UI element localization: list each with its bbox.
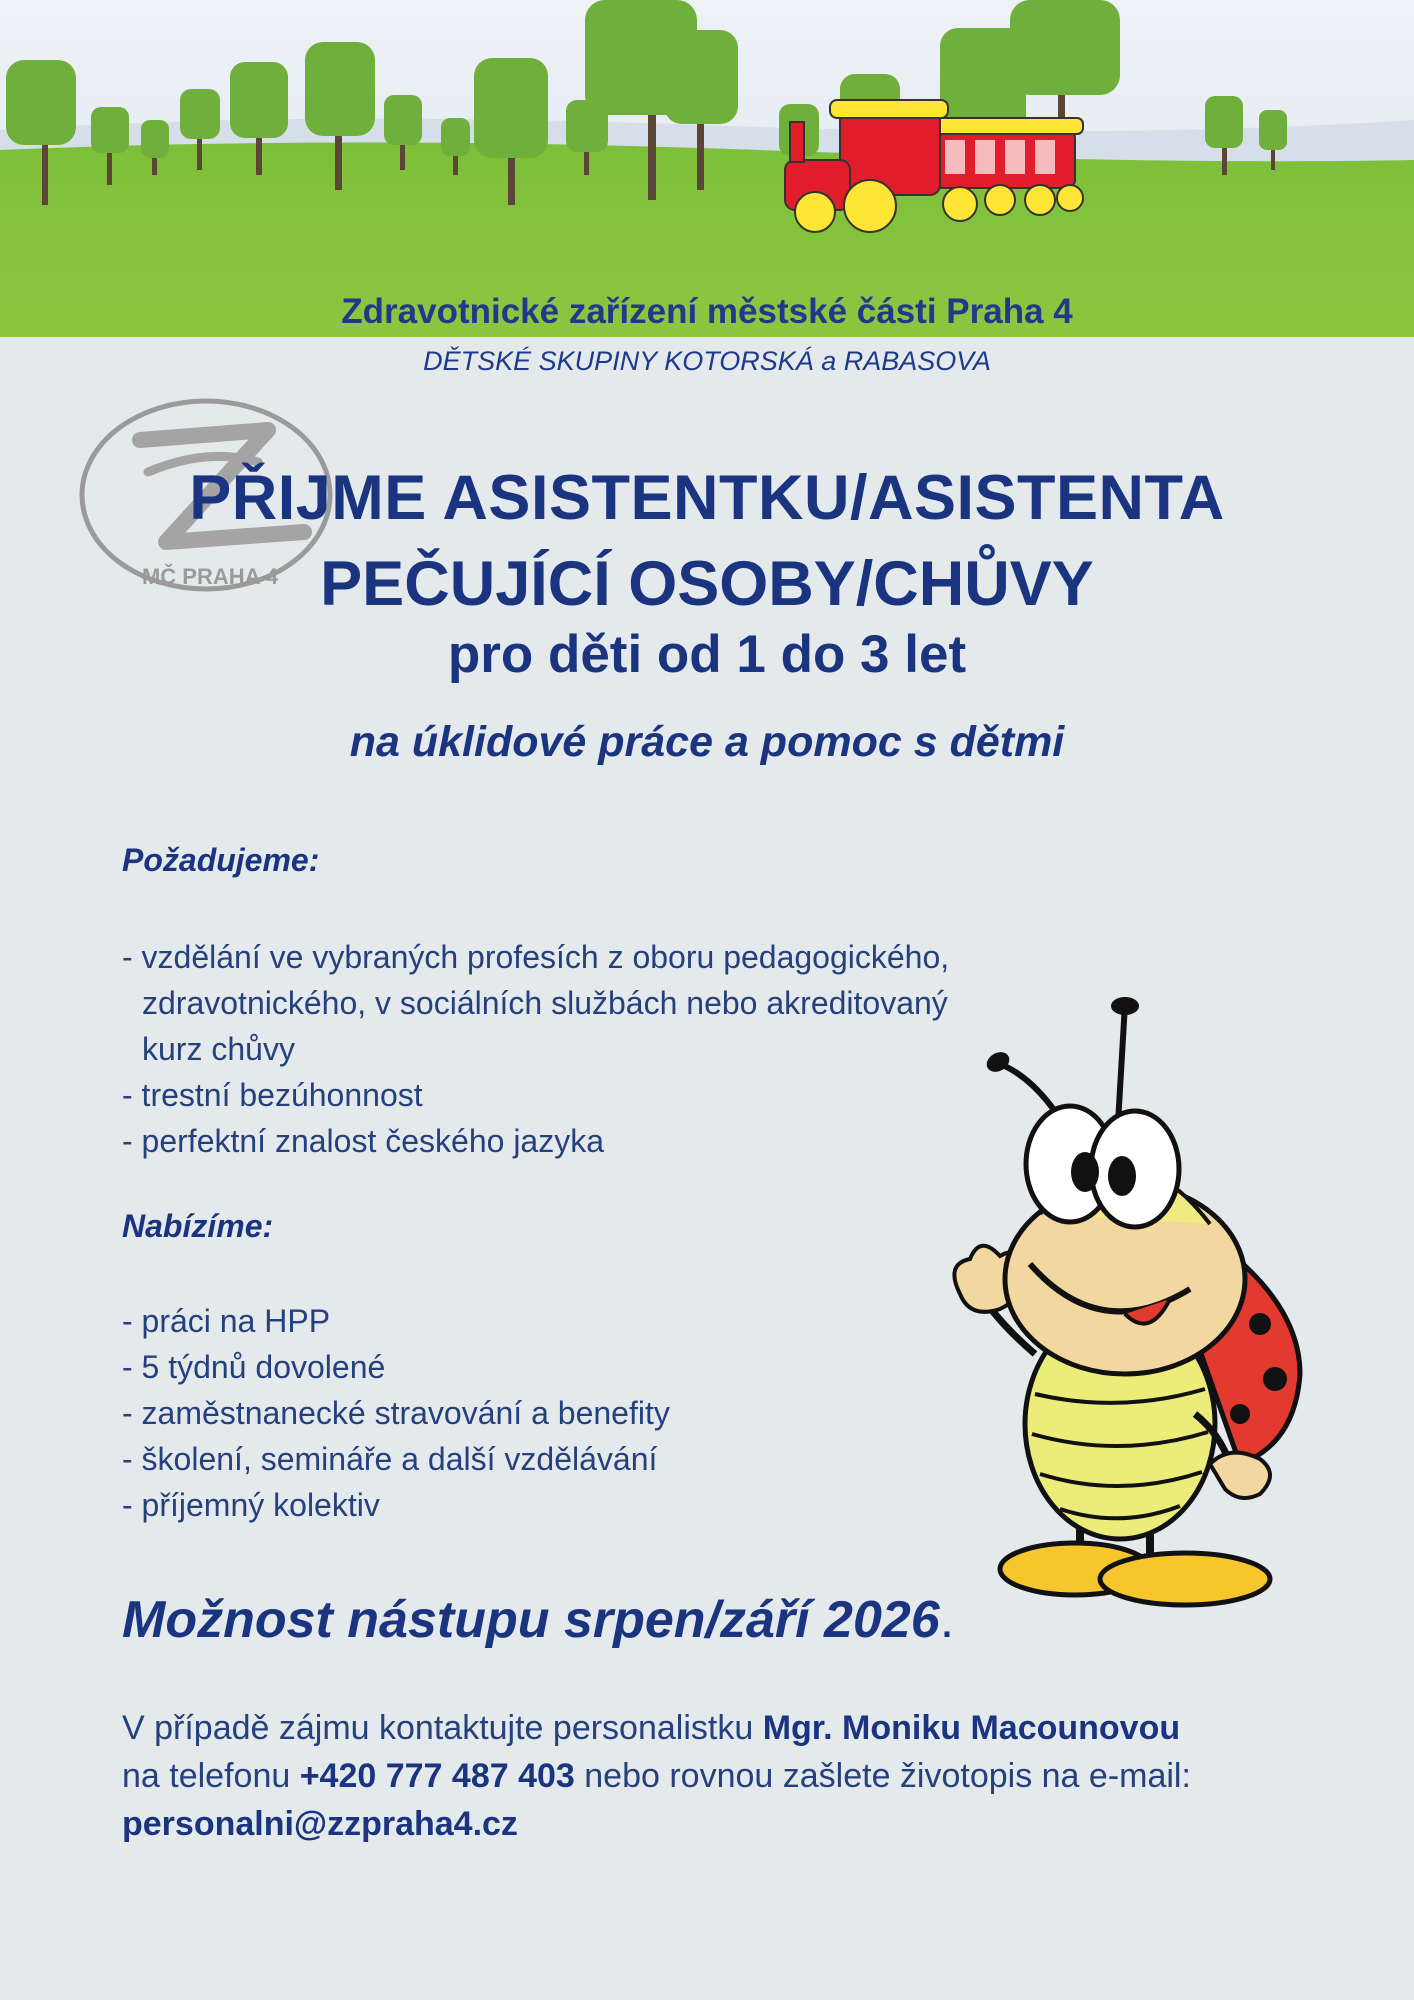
list-item: - příjemný kolektiv [122,1487,380,1523]
list-item: - školení, semináře a další vzdělávání [122,1441,658,1477]
headline-line-2: PEČUJÍCÍ OSOBY/CHŮVY [320,549,1094,619]
headline-line-3: pro děti od 1 do 3 let [447,625,967,684]
list-item: - trestní bezúhonnost [122,1077,423,1113]
header-landscape-illustration [0,0,1414,337]
list-item: - perfektní znalost českého jazyka [122,1123,605,1159]
list-item: - 5 týdnů dovolené [122,1349,386,1385]
ladybug-mascot-illustration [940,994,1310,1614]
organization-subtitle: DĚTSKÉ SKUPINY KOTORSKÁ a RABASOVA [423,346,991,376]
headline-line-1: PŘIJME ASISTENTKU/ASISTENTA [189,463,1225,533]
contact-person-name: Mgr. Moniku Macounovou [762,1709,1181,1747]
list-item: - práci na HPP [122,1303,331,1339]
requirements-heading: Požadujeme: [122,842,320,878]
start-date-notice [122,1590,954,1650]
contact-text-1: V případě zájmu kontaktujte personalistku [122,1709,763,1747]
organization-name: Zdravotnické zařízení městské části Praha 4 [341,292,1073,331]
contact-text-3: nebo rovnou zašlete životopis na e-mail: [574,1757,1191,1795]
job-subtitle: na úklidové práce a pomoc s dětmi [349,718,1065,766]
contact-email[interactable]: personalni@zzpraha4.cz [122,1805,518,1843]
offers-list [122,1298,822,1528]
contact-phone[interactable]: +420 777 487 403 [299,1757,575,1795]
list-item: - vzdělání ve vybraných profesích z oboru pedagogického, zdravotnického, v sociálních službách nebo akreditovaný kurz chůvy [122,939,950,1067]
contact-info [122,1704,1302,1848]
offers-heading: Nabízíme: [122,1208,274,1244]
logo-label: MČ PRAHA 4 [141,564,279,589]
contact-text-2: na telefonu [122,1757,300,1795]
requirements-list [122,934,1002,1164]
list-item: - zaměstnanecké stravování a benefity [122,1395,670,1431]
start-date-dot: . [939,1591,955,1649]
start-date-text: Možnost nástupu srpen/září 2026 [122,1591,940,1649]
